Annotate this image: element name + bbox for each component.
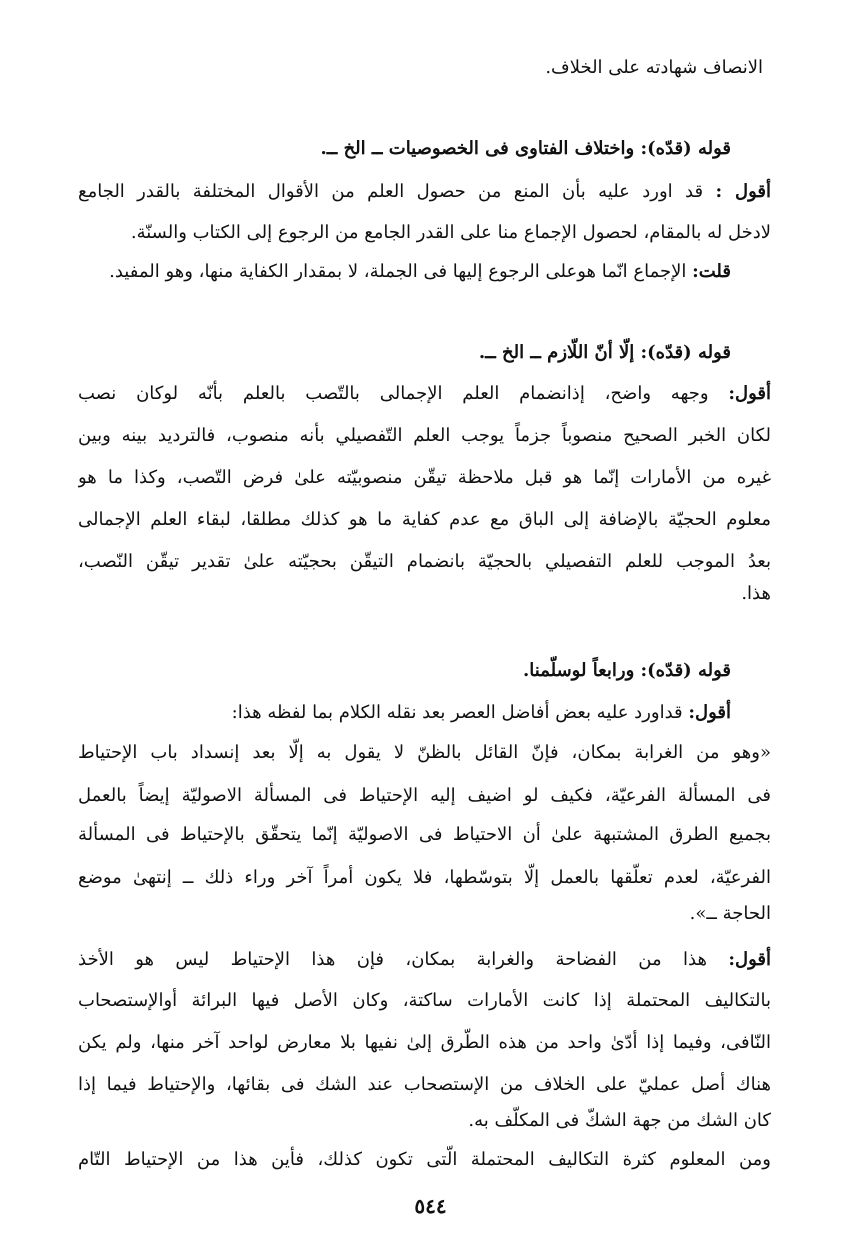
running-text-line: الانصاف شهادته على الخلاف. [545,57,763,78]
paragraph-line: أقول: هذا من الفضاحة والغرابة بمكان، فإن هذا الإحتياط ليس هو الأخذ [78,949,771,970]
paragraph-line: ومن المعلوم كثرة التكاليف المحتملة الّتى تكون كذلك، فأين هذا من الإحتياط التّام [78,1149,771,1170]
paragraph-line: هناك أصل عمليّ على الخلاف من الإستصحاب عند الشك فى بقائها، والإحتياط فيما إذا [78,1074,771,1095]
quotation-line: بجميع الطرق المشتبهة علىٰ أن الاحتياط فى الاصوليّة إنّما يتحقّق بالإحتياط فى المسألة [78,824,771,845]
section-heading: قوله (قدّه): ورابعاً لوسلّمنا. [523,660,731,681]
section-heading: قوله (قدّه): واختلاف الفتاوى فى الخصوصيات ــ الخ ــ. [320,138,731,159]
quotation-line: الفرعيّة، لعدم تعلّقها بالعمل إلّا بتوسّطها، فلا يكون أمراً آخر وراء ذلك ــ إنتهىٰ موضع [78,867,771,888]
quotation-line: فى المسألة الفرعيّة، فكيف لو اضيف إليه الإحتياط فى المسألة الاصوليّة إيضاً بالعمل [78,785,771,806]
paragraph-line: أقول: قداورد عليه بعض أفاضل العصر بعد نقله الكلام بما لفظه هذا: [231,702,731,723]
paragraph-line: قلت: الإجماع انّما هوعلى الرجوع إليها فى الجملة، لا بمقدار الكفاية منها، وهو المفيد. [109,261,731,282]
paragraph-line: غيره من الأمارات إنّما هو قبل ملاحظة تيقّن منصوبيّته علىٰ فرض التّصب، وكذا ما هو [78,467,771,488]
quotation-line: «وهو من الغرابة بمكان، فإنّ القائل بالظنّ لا يقول به إلّا بعد إنسداد باب الإحتياط [78,742,771,763]
paragraph-line: أقول : قد اورد عليه بأن المنع من حصول العلم من الأقوال المختلفة بالقدر الجامع [78,181,771,202]
paragraph-line: معلوم الحجيّة بالإضافة إلى الباق مع عدم كفاية ما هو كذلك مطلقا، لبقاء العلم الإجمالى [78,509,771,530]
paragraph-line: بالتكاليف المحتملة إذا كانت الأمارات ساكتة، وكان الأصل فيها البرائة أوالإستصحاب [78,990,771,1011]
section-heading: قوله (قدّه): إلّا أنّ اللّازم ــ الخ ــ. [478,342,731,363]
paragraph-line: كان الشك من جهة الشكّ فى المكلّف به. [468,1110,771,1131]
paragraph-line: النّافى، وفيما إذا أدّىٰ واحد من هذه الطّرق إلىٰ نفيها بلا معارض لواحد آخر منها، ولم يكن [78,1032,771,1053]
paragraph-line: لادخل له بالمقام، لحصول الإجماع منا على القدر الجامع من الرجوع إلى الكتاب والسنّة. [130,222,771,243]
paragraph-line: لكان الخبر الصحيح منصوباً جزماً يوجب العلم التّفصيلي بأنه منصوب، فالترديد بينه وبين [78,425,771,446]
page-number: ٥٤٤ [414,1194,447,1218]
paragraph-line: هذا. [741,583,771,604]
paragraph-line: أقول: وجهه واضح، إذانضمام العلم الإجمالى بالتّصب بالعلم بأنّه لوكان نصب [78,383,771,404]
quotation-line: الحاجة ــ». [689,903,771,924]
paragraph-line: بعدُ الموجب للعلم التفصيلي بالحجيّة بانضمام التيقّن بحجيّته علىٰ تقدير تيقّن النّصب، [78,551,771,572]
